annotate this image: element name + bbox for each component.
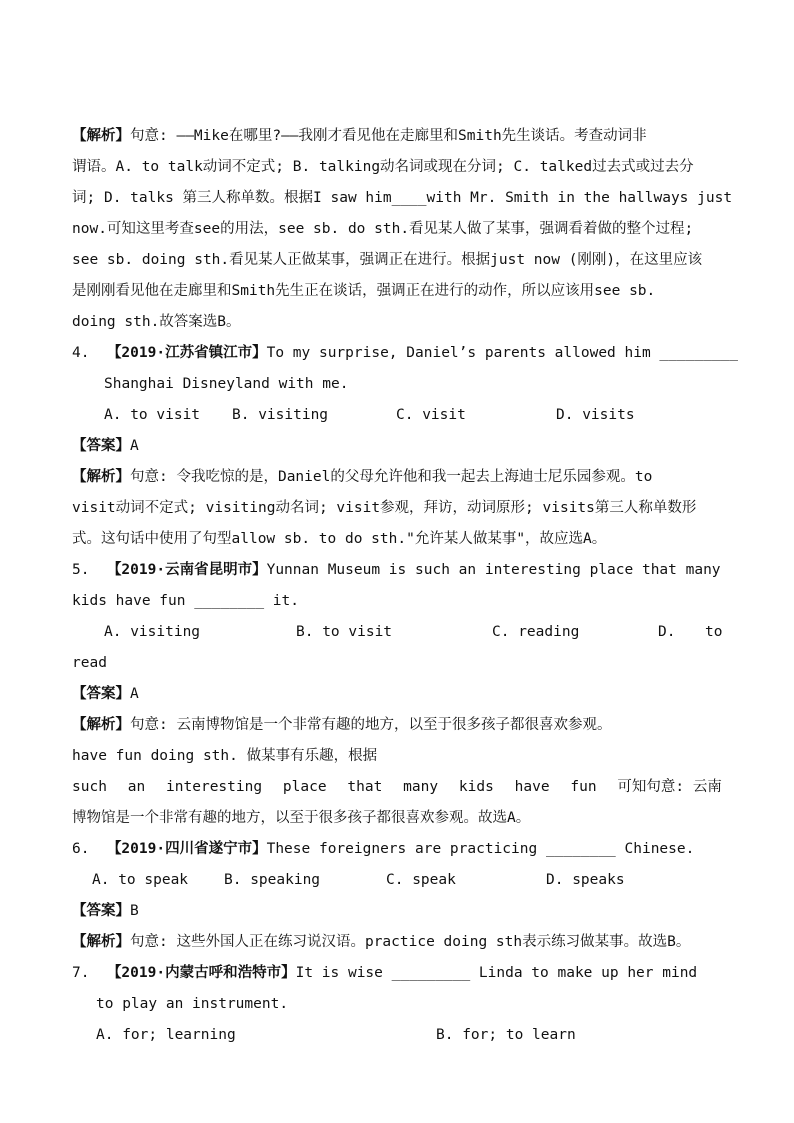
q3-analysis-line-1: 【解析】句意: ——Mike在哪里?——我刚才看见他在走廊里和Smith先生谈话。考查动词非 xyxy=(72,128,647,144)
q7-option-a: A. for; learning xyxy=(96,1027,236,1043)
question-source: 【2019·云南省昆明市】 xyxy=(106,562,267,578)
q7-option-b: B. for; to learn xyxy=(436,1027,576,1043)
q5-analysis-line-1: 【解析】句意: 云南博物馆是一个非常有趣的地方，以至于很多孩子都很喜欢参观。 xyxy=(72,717,612,733)
q3-analysis-line-6: 是刚刚看见他在走廊里和Smith先生正在谈话，强调正在进行的动作，所以应该用see sb. xyxy=(72,283,656,299)
q3-analysis-line-2: 谓语。A. to talk动词不定式; B. talking动名词或现在分词; C. talked过去式或过去分 xyxy=(72,159,694,175)
q6-answer: 【答案】B xyxy=(72,903,139,919)
q3-analysis-line-7: doing sth.故答案选B。 xyxy=(72,314,241,330)
question-number: 4. xyxy=(72,345,90,361)
q5-option-d-continued: read xyxy=(72,655,107,671)
q3-analysis-line-3: 词; D. talks 第三人称单数。根据I saw him____with Mr. Smith in the hallways just xyxy=(72,190,733,206)
q6-option-a: A. to speak xyxy=(92,872,189,888)
analysis-tag: 【解析】 xyxy=(72,128,130,144)
q5-option-d-label: D. xyxy=(658,624,676,640)
q6-analysis-line-1: 【解析】句意: 这些外国人正在练习说汉语。practice doing sth表示练习做某事。故选B。 xyxy=(72,934,691,950)
q6-option-c: C. speak xyxy=(386,872,456,888)
analysis-tag: 【解析】 xyxy=(72,469,130,485)
q6-option-d: D. speaks xyxy=(546,872,625,888)
q5-option-b: B. to visit xyxy=(296,624,393,640)
q5-option-a: A. visiting xyxy=(104,624,201,640)
question-source: 【2019·内蒙古呼和浩特市】 xyxy=(106,965,296,981)
question-number: 5. xyxy=(72,562,90,578)
q5-analysis-line-4: 博物馆是一个非常有趣的地方，以至于很多孩子都很喜欢参观。故选A。 xyxy=(72,810,531,826)
q5-stem-line-1: 5. 【2019·云南省昆明市】Yunnan Museum is such an interesting place that many xyxy=(72,562,721,578)
q4-option-a: A. to visit xyxy=(104,407,201,423)
q5-stem-line-2: kids have fun ________ it. xyxy=(72,593,299,609)
q3-analysis-line-5: see sb. doing sth.看见某人正做某事，强调正在进行。根据just now (刚刚)，在这里应该 xyxy=(72,252,703,268)
answer-tag: 【答案】 xyxy=(72,686,130,702)
q4-stem-line-2: Shanghai Disneyland with me. xyxy=(104,376,349,392)
answer-tag: 【答案】 xyxy=(72,438,130,454)
question-number: 6. xyxy=(72,841,90,857)
q4-option-d: D. visits xyxy=(556,407,635,423)
q5-answer: 【答案】A xyxy=(72,686,139,702)
q4-answer: 【答案】A xyxy=(72,438,139,454)
analysis-tag: 【解析】 xyxy=(72,934,130,950)
q5-analysis-line-3: such an interesting place that many kids have fun 可知句意: 云南 xyxy=(72,779,722,795)
q5-analysis-line-2: have fun doing sth. 做某事有乐趣，根据 xyxy=(72,748,378,764)
q7-stem-line-2: to play an instrument. xyxy=(96,996,289,1012)
answer-tag: 【答案】 xyxy=(72,903,130,919)
question-number: 7. xyxy=(72,965,90,981)
q5-option-d-text: to xyxy=(705,624,723,640)
q4-option-c: C. visit xyxy=(396,407,466,423)
q4-analysis-line-3: 式。这句话中使用了句型allow sb. to do sth."允许某人做某事"，故应选A。 xyxy=(72,531,607,547)
q6-stem: 6. 【2019·四川省遂宁市】These foreigners are practicing ________ Chinese. xyxy=(72,841,695,857)
q3-analysis-line-4: now.可知这里考查see的用法，see sb. do sth.看见某人做了某事，强调看着做的整个过程; xyxy=(72,221,694,237)
q4-analysis-line-1: 【解析】句意: 令我吃惊的是，Daniel的父母允许他和我一起去上海迪士尼乐园参观。to xyxy=(72,469,653,485)
question-source: 【2019·四川省遂宁市】 xyxy=(106,841,267,857)
q5-option-c: C. reading xyxy=(492,624,580,640)
q6-option-b: B. speaking xyxy=(224,872,321,888)
q4-analysis-line-2: visit动词不定式; visiting动名词; visit参观，拜访，动词原形; visits第三人称单数形 xyxy=(72,500,697,516)
analysis-tag: 【解析】 xyxy=(72,717,130,733)
question-source: 【2019·江苏省镇江市】 xyxy=(106,345,267,361)
q7-stem-line-1: 7. 【2019·内蒙古呼和浩特市】It is wise _________ Linda to make up her mind xyxy=(72,965,698,981)
q4-stem-line-1: 4. 【2019·江苏省镇江市】To my surprise, Daniel’s parents allowed him _________ xyxy=(72,345,738,361)
q4-option-b: B. visiting xyxy=(232,407,329,423)
